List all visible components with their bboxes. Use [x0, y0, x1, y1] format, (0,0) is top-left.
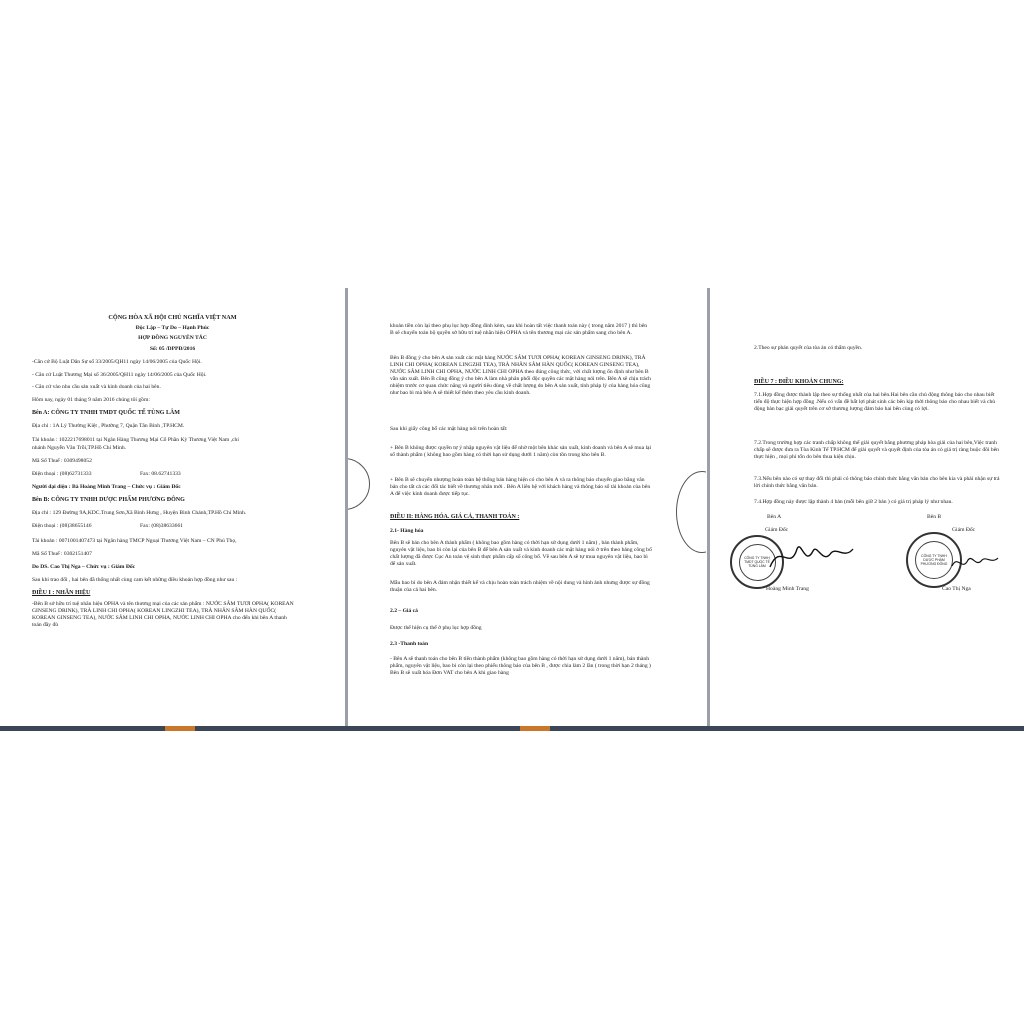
- signature-b-icon: [950, 550, 1000, 574]
- contract-page-2: [348, 288, 706, 726]
- party-a-label: Bên A: [767, 514, 782, 520]
- section-2-2-heading: 2.2 – Giá cả: [390, 608, 418, 614]
- party-b-phone: Điện thoại : (08)38655146: [32, 523, 92, 529]
- contract-page-3: [710, 292, 1024, 726]
- section-2-3-text: - Bên A sẽ thanh toán cho bên B tiền thành phẩm (không bao gồm hàng có thời hạn sử dụng dưới 1 năm), bán thành phẩm, nguyên vật liệu, bao bì còn lại theo phiếu thông báo của bên B , được chia làm 2 lần ( trong thời hạn 2 tháng ) Bên B sẽ xuất hóa Đơn VAT cho bên A khi giao hàng: [390, 656, 651, 676]
- party-a-fax: Fax: 08.62741333: [140, 471, 181, 477]
- party-b-title: Giám Đốc: [952, 527, 976, 533]
- party-b-representative: Do DS. Cao Thị Nga – Chức vụ : Giám Đốc: [32, 564, 136, 570]
- section-2-1-text: Bên B sẽ bán cho bên A thành phẩm ( không bao gồm hàng có thời hạn sử dụng dưới 1 năm) , bán thành phẩm, nguyên vật liệu, bao bì còn lại của bên B để bên A sản xuất và kinh doanh các mặt hàng nói ở trên theo bảng công bố chất lượng đã được Cục An toàn vệ sinh thực phẩm cấp số công bố. Về sau bên A sẽ tự mua nguyên vật liệu, bao bì để sản xuất.: [390, 540, 652, 567]
- stamp-a-text: CÔNG TY TNHH TMDT QUỐC TẾ TÙNG LÂM: [744, 556, 770, 568]
- section-2-2-text: Được thể hiện cụ thể ở phụ lục hợp đồng: [390, 625, 482, 631]
- basis-line: - Căn cứ Luật Thương Mại số 36/2005/QH11 ngày 14/06/2005 của Quốc Hội.: [32, 372, 207, 378]
- contract-page-1: [0, 292, 345, 726]
- clause-7-3: 7.3.Nếu bên nào có sự thay đổi thì phải có thông báo chính thức bằng văn bản cho bên kia và phải nhận sự trả lời chính thức bằng văn bản.: [754, 476, 1000, 489]
- strip-accent: [165, 726, 195, 731]
- clause-7-1: 7.1.Hợp đồng được thành lập theo sự thống nhất của hai bên.Hai bên cần chủ động thông báo cho nhau biết tiến độ thực hiện hợp đồng .Nếu có vấn đề bất lợi phát sinh các bên kịp thời thông báo cho nhau biết và chủ động bàn bạc giải quyết trên cơ sở thương lượng đảm bảo hai bên cùng có lợi.: [754, 392, 996, 412]
- article-1-heading: ĐIỀU I : NHÃN HIỆU: [32, 590, 91, 596]
- party-b-account: Tài khoản : 0071001407473 tại Ngân hàng TMCP Ngoại Thương Việt Nam – CN Phú Thọ,: [32, 538, 237, 544]
- article-2-heading: ĐIỀU II: HÀNG HÓA. GIÁ CẢ, THANH TOÁN :: [390, 514, 520, 520]
- clause-line: 2.Theo sự phán quyết của tòa án có thẩm quyền.: [754, 345, 863, 351]
- party-a-signer: Hoàng Minh Trang: [766, 586, 809, 592]
- contract-number: Số: 05 /DPPĐ/2016: [149, 346, 196, 352]
- section-2-1-text-2: Mẫu bao bì do bên A đảm nhận thiết kế và chịu hoàn toàn trách nhiệm về nội dung và hình ảnh nhưng được sự đồng thuận của cả hai bên.: [390, 580, 650, 593]
- section-2-1-heading: 2.1- Hàng hóa: [390, 528, 424, 534]
- date-line: Hôm nay, ngày 01 tháng 9 năm 2016 chúng tôi gồm:: [32, 397, 150, 403]
- paragraph: Sau khi giấy công bố các mặt hàng nói trên hoàn tất:: [390, 426, 508, 432]
- basis-line: -Căn cứ Bộ Luật Dân Sự số 33/2005/QH11 ngày 14/06/2005 của Quốc Hội.: [32, 359, 202, 365]
- party-a-tax: Mã Số Thuế : 0309498052: [32, 458, 92, 464]
- bottom-strip: [0, 726, 1024, 731]
- clause-7-2: 7.2.Trong trường hợp các tranh chấp không thể giải quyết bằng phương pháp hòa giải của hai bên,Việc tranh chấp sẽ được đưa ra Tòa Kinh Tế TP.HCM để giải quyết và quyết định của tòa án có giá trị ràng buộc đôi bên thực hiện , mọi phí tổn do bên thua kiện chịu.: [754, 440, 999, 460]
- country-header: CỘNG HÒA XÃ HỘI CHỦ NGHĨA VIỆT NAM: [108, 314, 237, 321]
- paragraph: + Bên B sẽ chuyển nhượng hoàn toàn hệ thống bán hàng hiện có cho bên A và ra thông báo chuyển giao bằng văn bản cho tất cả các đối tác biết về thương nhân mới . Bên A liên hệ với khách hàng và thông báo số tài khoản của bên A để việc kinh doanh được tiếp tục.: [390, 477, 651, 497]
- paragraph: khoản tiền còn lại theo phụ lục hợp đồng đính kèm, sau khi hoàn tất việc thanh toán này ( trong năm 2017 ) thì bên B sẽ chuyển toàn bộ quyền sở hữu trí tuệ nhãn hiệu OPHA và tên thương mại các sản phẩm sang cho bên A.: [390, 323, 648, 336]
- party-a-phone: Điện thoại : (08)62731333: [32, 471, 92, 477]
- page-divider: [707, 288, 710, 728]
- strip-accent: [520, 726, 550, 731]
- party-b-signer: Cao Thị Nga: [942, 586, 971, 592]
- party-b-tax: Mã Số Thuế : 0302151407: [32, 551, 92, 557]
- stamp-fragment: [676, 471, 706, 553]
- article-7-heading: ĐIỀU 7 : ĐIỀU KHOẢN CHUNG:: [754, 379, 844, 385]
- contract-title: HỢP ĐỒNG NGUYÊN TẮC: [138, 335, 207, 341]
- party-a-representative: Người đại diện : Bà Hoàng Minh Trang – Chức vụ : Giám Đốc: [32, 484, 181, 490]
- paragraph: Bên B đồng ý cho bên A sản xuất các mặt hàng NƯỚC SÂM TƯƠI OPHA( KOREAN GINSENG DRINK), TRÀ LINH CHI OPHA( KOREAN LINGZHI TEA), TRÀ NHÂN SÂM HÀN QUỐC( KOREAN GINSENG TEA), NƯỚC SÂM LINH CHI OPHA, NƯỚC LINH CHI OPHA theo đúng công thức, với chất lượng ổn định như bên B vẫn sản xuất. Bên B cũng đồng ý cho bên A làm nhà phân phối độc quyền các mặt hàng nói trên. Bên A sẽ chịu trách nhiệm trước cơ quan chức năng và người tiêu dùng về chất lượng do bên A sản xuất, tính pháp lý của hàng hóa cũng như bao bì mà bên A sẽ thiết kế thêm theo yêu cầu kinh doanh.: [390, 355, 651, 396]
- party-a-name: Bên A: CÔNG TY TNHH TMDT QUỐC TẾ TÙNG LÂM: [32, 410, 180, 416]
- article-1-text: -Bên B sở hữu trí tuệ nhãn hiệu OPHA và tên thương mại của các sản phẩm : NƯỚC SÂM TƯƠI OPHA( KOREAN GINSENG DRINK), TRÀ LINH CHI OPHA( KOREAN LINGZHI TEA), TRÀ NHÂN SÂM HÀN QUỐC( KOREAN GINSENG TEA), NƯỚC SÂM LINH CHI OPHA, NƯỚC LINH CHI OPHA cho đến khi bên A thanh toán đầy đủ: [32, 601, 294, 628]
- party-b-label: Bên B: [927, 514, 942, 520]
- signature-a-icon: [765, 537, 855, 577]
- paragraph: + Bên B không được quyền tự ý nhập nguyên vật liệu để nhờ một bên khác sản xuất, kinh doanh và bên A sẽ mua lại số thành phẩm ( không bao gồm hàng có thời hạn sử dụng dưới 1 năm) còn tồn trong kho bên B.: [390, 445, 652, 458]
- party-b-fax: Fax: (08)38633661: [140, 523, 184, 529]
- stamp-b-text: CÔNG TY TNHH DƯỢC PHẨM PHƯƠNG ĐÔNG: [920, 553, 948, 566]
- stamp-fragment: [348, 458, 370, 510]
- clause-7-4: 7.4.Hợp đồng này được lập thành 4 bản (mỗi bên giữ 2 bản ) có giá trị pháp lý như nhau.: [754, 499, 953, 505]
- agreement-intro: Sau khi trao đổi , hai bên đã thống nhất cùng cam kết những điều khoản hợp đồng như sau :: [32, 577, 238, 583]
- party-b-address: Địa chỉ : 129 Đường 9A,KDC.Trung Sơn,Xã Bình Hưng , Huyện Bình Chánh,TP.Hồ Chí Minh.: [32, 510, 247, 516]
- party-b-name: Bên B: CÔNG TY TNHH DƯỢC PHẨM PHƯƠNG ĐÔNG: [32, 497, 185, 503]
- party-a-address: Địa chỉ : 1A Lý Thường Kiệt , Phường 7, Quận Tân Bình ,TP.HCM.: [32, 423, 185, 429]
- section-2-3-heading: 2.3 -Thanh toán: [390, 641, 429, 647]
- basis-line: - Căn cứ vào nhu cầu sản xuất và kinh doanh của hai bên.: [32, 384, 161, 390]
- page-divider: [345, 288, 348, 728]
- party-a-title: Giám Đốc: [765, 527, 789, 533]
- party-a-account-branch: nhánh Nguyễn Văn Trỗi,TP.Hồ Chí Minh.: [32, 445, 127, 451]
- party-a-account: Tài khoản : 102221769801​1 tại Ngân Hàng Thương Mại Cổ Phần Kỳ Thương Việt Nam ,chi: [32, 437, 239, 443]
- motto: Độc Lập – Tự Do – Hạnh Phúc: [135, 325, 210, 331]
